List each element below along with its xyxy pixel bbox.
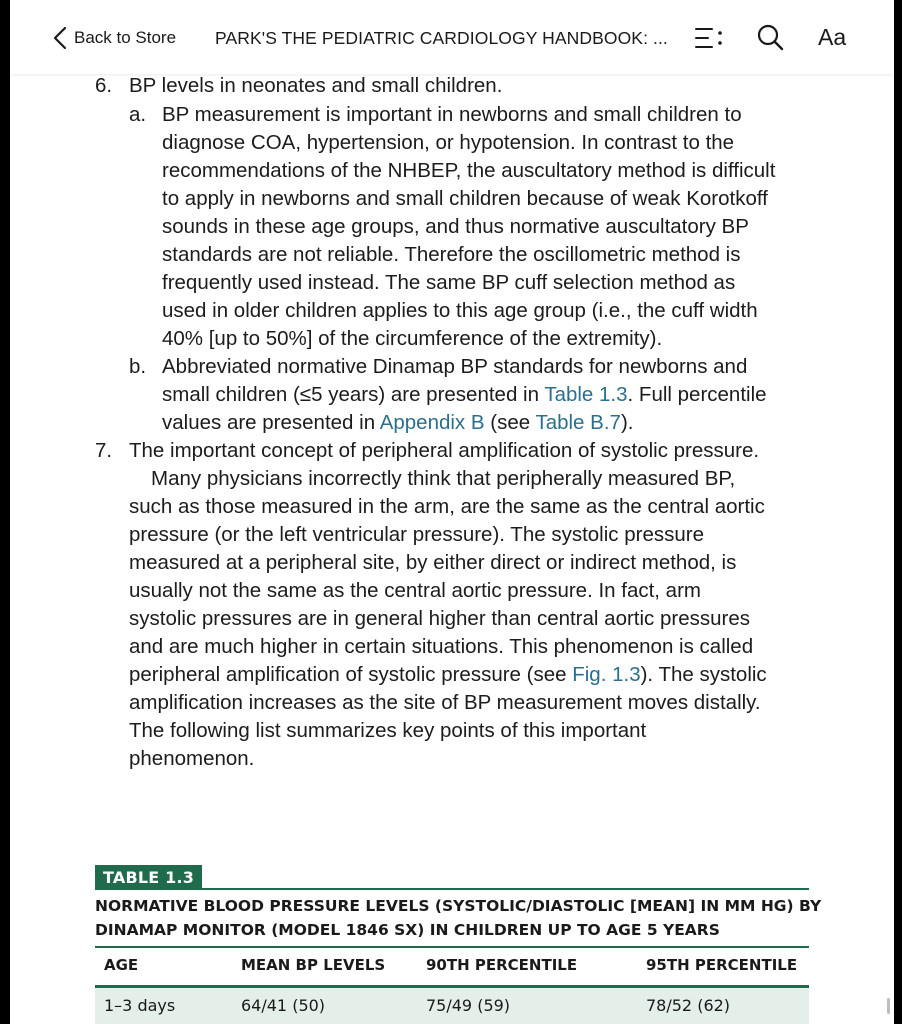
text-run: ). xyxy=(620,411,634,434)
table-b7-link[interactable]: Table B.7 xyxy=(535,411,621,434)
table-of-contents-icon[interactable] xyxy=(694,24,726,52)
table-top-rule xyxy=(95,888,809,890)
item-7-line: such as those measured in the arm, are the same as the central aortic xyxy=(129,495,765,518)
item-7-line: Many physicians incorrectly think that peripherally measured BP, xyxy=(151,467,736,490)
text-run: ). The systolic xyxy=(640,663,767,686)
item-6b-line: Abbreviated normative Dinamap BP standards for newborns and xyxy=(162,355,748,378)
item-6a-line: 40% [up to 50%] of the circumference of the extremity). xyxy=(162,327,663,350)
item-7-line xyxy=(129,661,767,689)
item-6a-line: diagnose COA, hypertension, or hypotension. In contrast to the xyxy=(162,131,735,154)
item-7-line: pressure (or the left ventricular pressure). The systolic pressure xyxy=(129,523,704,546)
item-7-line: and are much higher in certain situations. This phenomenon is called xyxy=(129,635,754,658)
appendix-b-link[interactable]: Appendix B xyxy=(379,411,485,434)
text-run: peripheral amplification of systolic pressure (see xyxy=(129,663,573,686)
table-cell: 64/41 (50) xyxy=(241,996,326,1015)
item-6a-line: BP measurement is important in newborns and small children to xyxy=(162,103,742,126)
item-6a-line: recommendations of the NHBEP, the auscultatory method is difficult xyxy=(162,159,776,182)
table-cell: 1–3 days xyxy=(104,996,176,1015)
column-header-mean: MEAN BP LEVELS xyxy=(241,956,386,974)
search-icon[interactable] xyxy=(756,23,784,51)
column-header-90th: 90TH PERCENTILE xyxy=(426,956,578,974)
item-6a-line: standards are not reliable. Therefore the oscillometric method is xyxy=(162,243,741,266)
table-1-3-link[interactable]: Table 1.3 xyxy=(544,383,628,406)
table-caption-line: NORMATIVE BLOOD PRESSURE LEVELS (SYSTOLIC/DIASTOLIC [MEAN] IN MM HG) BY xyxy=(95,897,822,915)
text-run: values are presented in xyxy=(162,411,380,434)
item-6a-line: frequently used instead. The same BP cuff selection method as xyxy=(162,271,736,294)
item-6b-line xyxy=(162,381,767,409)
font-settings-button[interactable]: Aa xyxy=(818,24,847,50)
back-to-store-button[interactable] xyxy=(52,24,176,52)
item-6a-line: to apply in newborns and small children because of weak Korotkoff xyxy=(162,187,768,210)
column-header-95th: 95TH PERCENTILE xyxy=(646,956,798,974)
table-cell: 75/49 (59) xyxy=(426,996,511,1015)
fig-1-3-link[interactable]: Fig. 1.3 xyxy=(572,663,641,686)
list-letter-a: a. xyxy=(129,103,147,126)
list-number-6: 6. xyxy=(95,74,113,97)
chevron-left-icon xyxy=(52,26,68,50)
item-7-line: amplification increases as the site of BP measurement moves distally. xyxy=(129,691,761,714)
book-title[interactable]: PARK'S THE PEDIATRIC CARDIOLOGY HANDBOOK: ... xyxy=(215,28,668,48)
back-label: Back to Store xyxy=(74,28,177,47)
item-7-heading: The important concept of peripheral amplification of systolic pressure. xyxy=(129,439,760,462)
item-7-line: systolic pressures are in general higher than central aortic pressures xyxy=(129,607,750,630)
scroll-indicator[interactable] xyxy=(887,998,890,1014)
item-7-line: phenomenon. xyxy=(129,747,255,770)
item-6a-line: sounds in these age groups, and thus normative auscultatory BP xyxy=(162,215,749,238)
table-label: TABLE 1.3 xyxy=(95,865,202,890)
item-6b-line xyxy=(162,409,633,437)
table-caption-line: DINAMAP MONITOR (MODEL 1846 SX) IN CHILDREN UP TO AGE 5 YEARS xyxy=(95,921,720,939)
column-header-age: AGE xyxy=(104,956,139,974)
reader-toolbar xyxy=(10,0,894,74)
item-7-line: measured at a peripheral site, by either direct or indirect method, is xyxy=(129,551,737,574)
left-edge xyxy=(0,0,10,1024)
item-6-heading: BP levels in neonates and small children. xyxy=(129,74,503,97)
text-run: . Full percentile xyxy=(627,383,767,406)
table-header-rule xyxy=(95,946,809,948)
list-letter-b: b. xyxy=(129,355,147,378)
item-7-line: The following list summarizes key points of this important xyxy=(129,719,647,742)
table-cell: 78/52 (62) xyxy=(646,996,731,1015)
text-run: (see xyxy=(484,411,536,434)
text-run: small children (≤5 years) are presented in xyxy=(162,383,545,406)
right-edge xyxy=(894,0,902,1024)
item-6a-line: used in older children applies to this age group (i.e., the cuff width xyxy=(162,299,758,322)
list-number-7: 7. xyxy=(95,439,113,462)
item-7-line: usually not the same as the central aortic pressure. In fact, arm xyxy=(129,579,701,602)
